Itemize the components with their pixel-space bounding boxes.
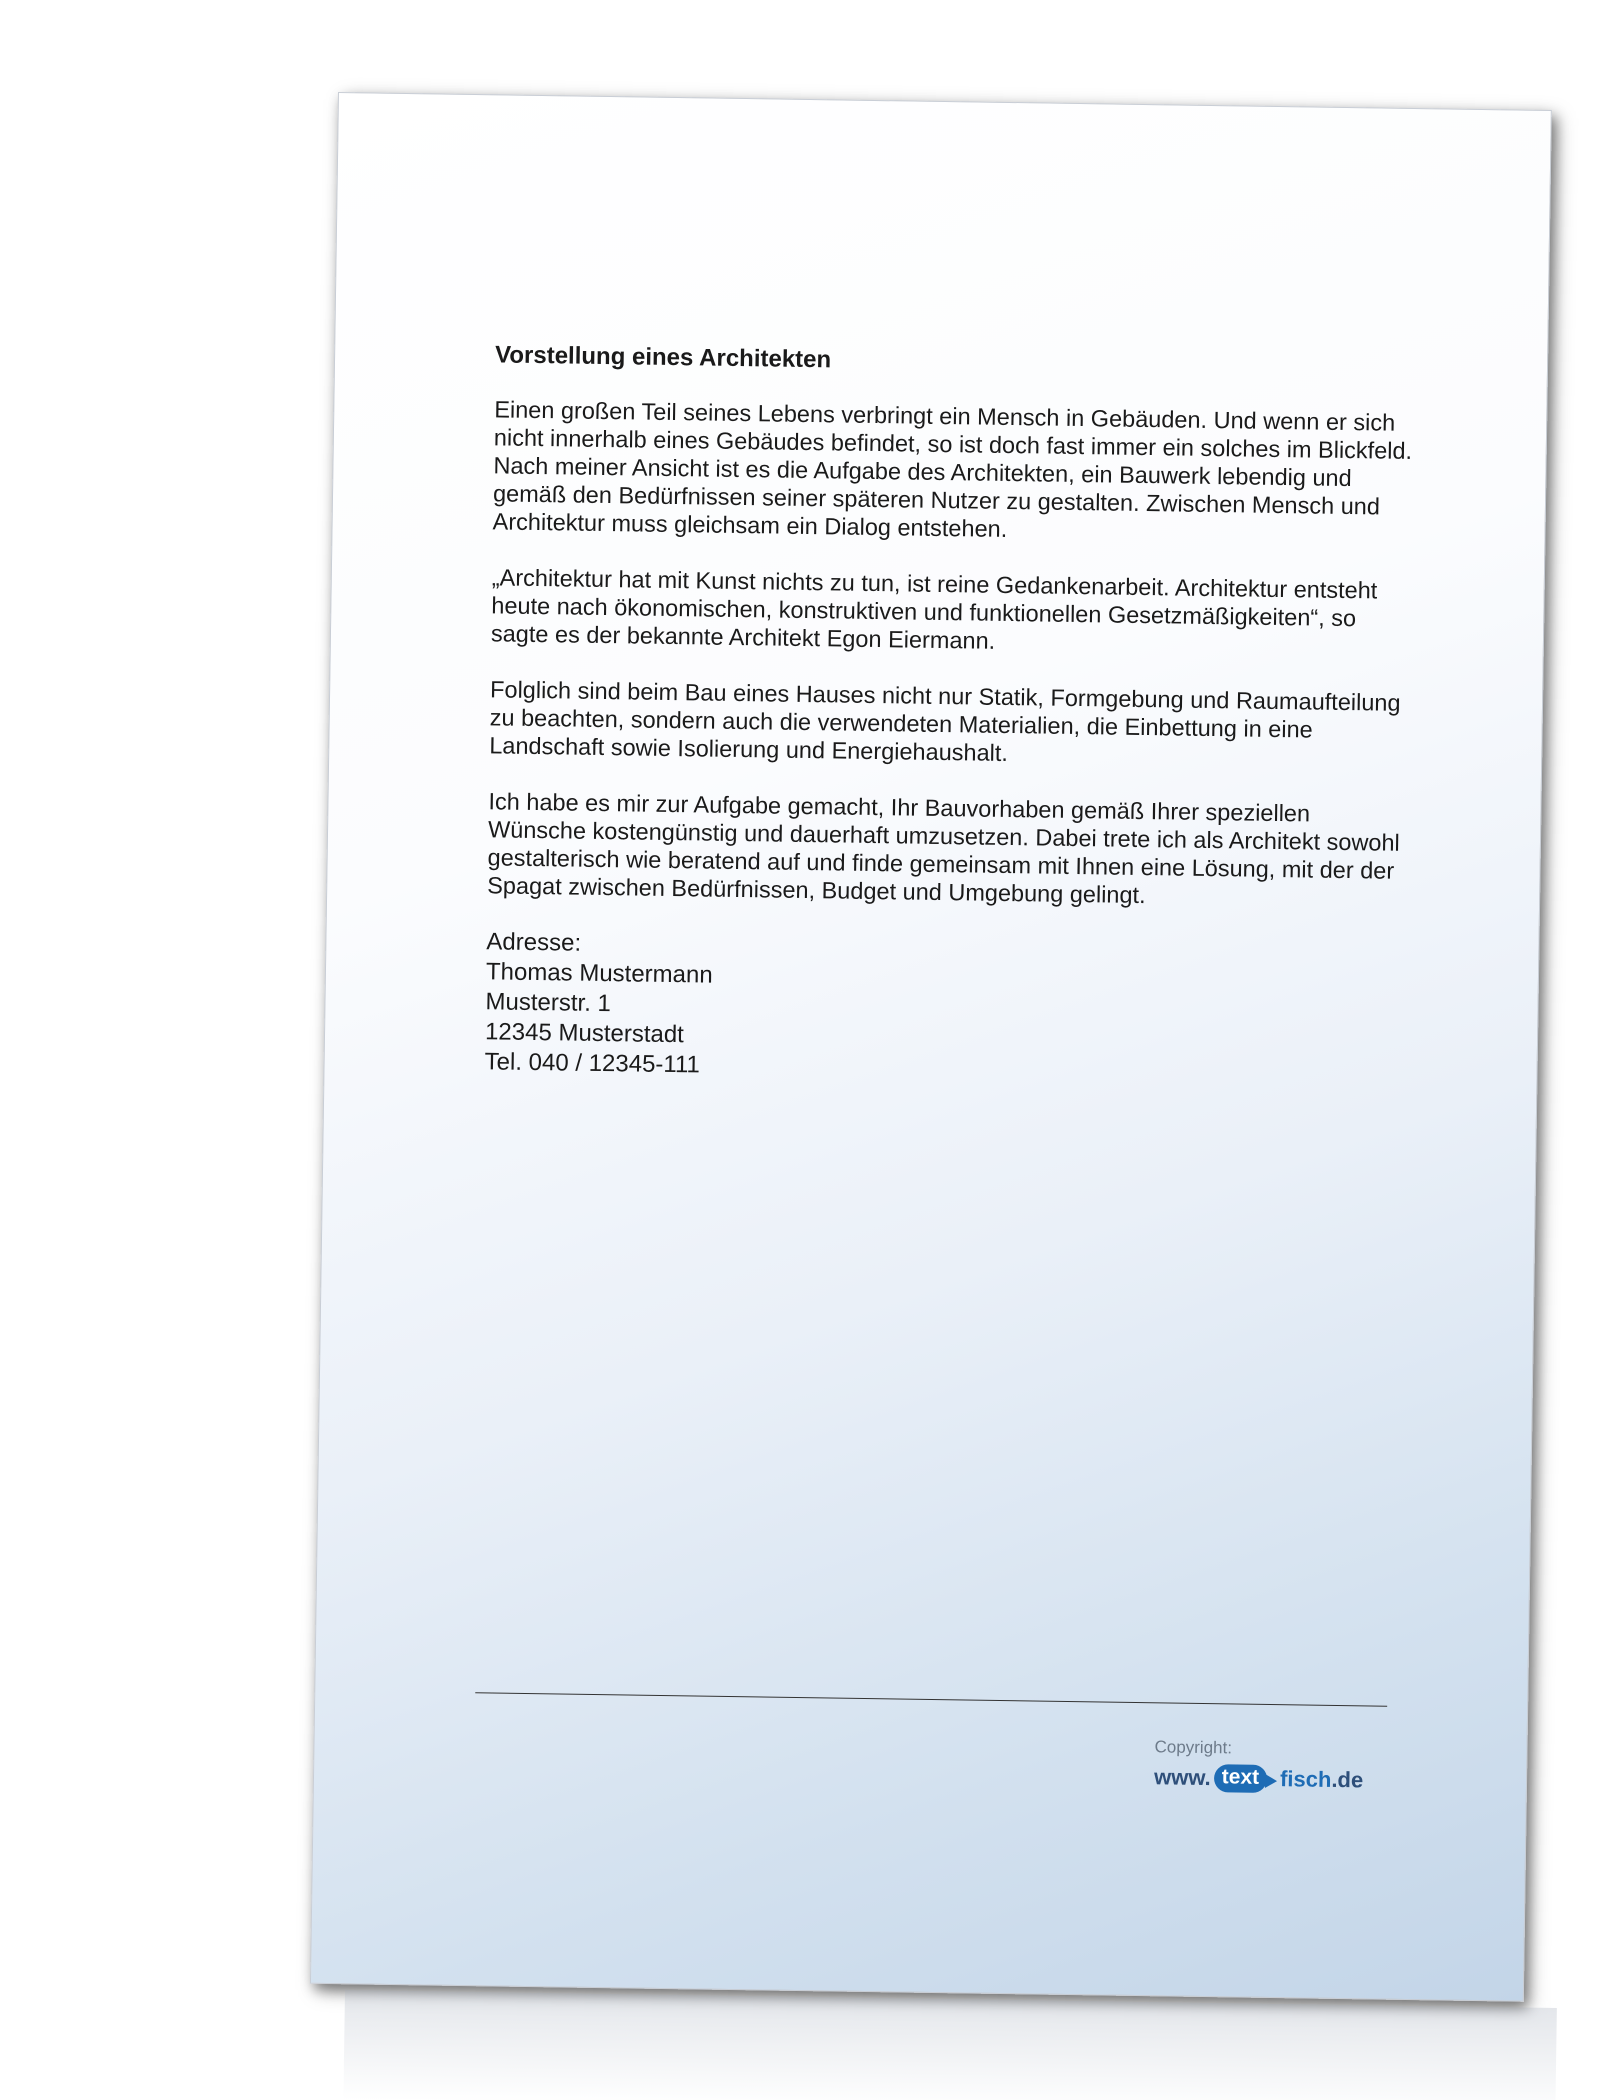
address-street: Musterstr. 1 <box>485 988 612 1018</box>
logo-www: www. <box>1153 1764 1211 1791</box>
address-phone: Tel. 040 / 12345-111 <box>484 1048 701 1079</box>
logo-fisch: fisch <box>1279 1766 1332 1792</box>
address-block <box>484 927 1406 1091</box>
document-title: Vorstellung eines Architekten <box>494 341 832 374</box>
address-label: Adresse: <box>486 928 582 957</box>
paragraph-offer: Ich habe es mir zur Aufgabe gemacht, Ihr Bauvorhaben gemäß Ihrer speziellen Wünsche kostengünstig und dauerhaft umzusetzen. Dabei trete ich als Architekt sowohl gestalterisch wie beratend auf und finde gemeinsam mit Ihnen eine Lösung, mit der der Spagat zwischen Bedürfnissen, Budget und Umgebung gelingt. <box>487 788 1400 909</box>
textfisch-logo <box>1153 1737 1394 1821</box>
document-page <box>310 92 1552 2002</box>
paragraph-construction: Folglich sind beim Bau eines Hauses nicht nur Statik, Formgebung und Raumaufteilung zu beachten, sondern auch die verwendeten Materialien, die Einbettung in eine Landschaft sowie Isolierung und Energiehaushalt. <box>489 676 1401 767</box>
logo-de: .de <box>1331 1766 1364 1793</box>
logo-wordmark <box>1154 1763 1364 1794</box>
paragraph-quote: „Architektur hat mit Kunst nichts zu tun, ist reine Gedankenarbeit. Architektur entsteht heute nach ökonomischen, konstruktiven und funktionellen Gesetzmäßigkeiten“, so sagte es der bekannte Architekt Egon Eiermann. <box>490 564 1378 654</box>
document-body <box>484 341 1415 1091</box>
fish-icon <box>1214 1764 1268 1793</box>
copyright-label: Copyright: <box>1154 1737 1233 1758</box>
page-reflection <box>343 1990 1556 2100</box>
logo-text: text <box>1221 1765 1260 1789</box>
paragraph-intro: Einen großen Teil seines Lebens verbringt ein Mensch in Gebäuden. Und wenn er sich nicht innerhalb eines Gebäudes befindet, so ist doch fast immer ein solches im Blickfeld. Nach meiner Ansicht ist es die Aufgabe des Architekten, ein Bauwerk lebendig und gemäß den Bedürfnissen seiner späteren Nutzer zu gestalten. Zwischen Mensch und Architektur muss gleichsam ein Dialog entstehen. <box>492 396 1413 542</box>
address-city: 12345 Musterstadt <box>484 1018 685 1049</box>
address-name: Thomas Mustermann <box>485 958 713 989</box>
footer-divider <box>475 1692 1387 1707</box>
